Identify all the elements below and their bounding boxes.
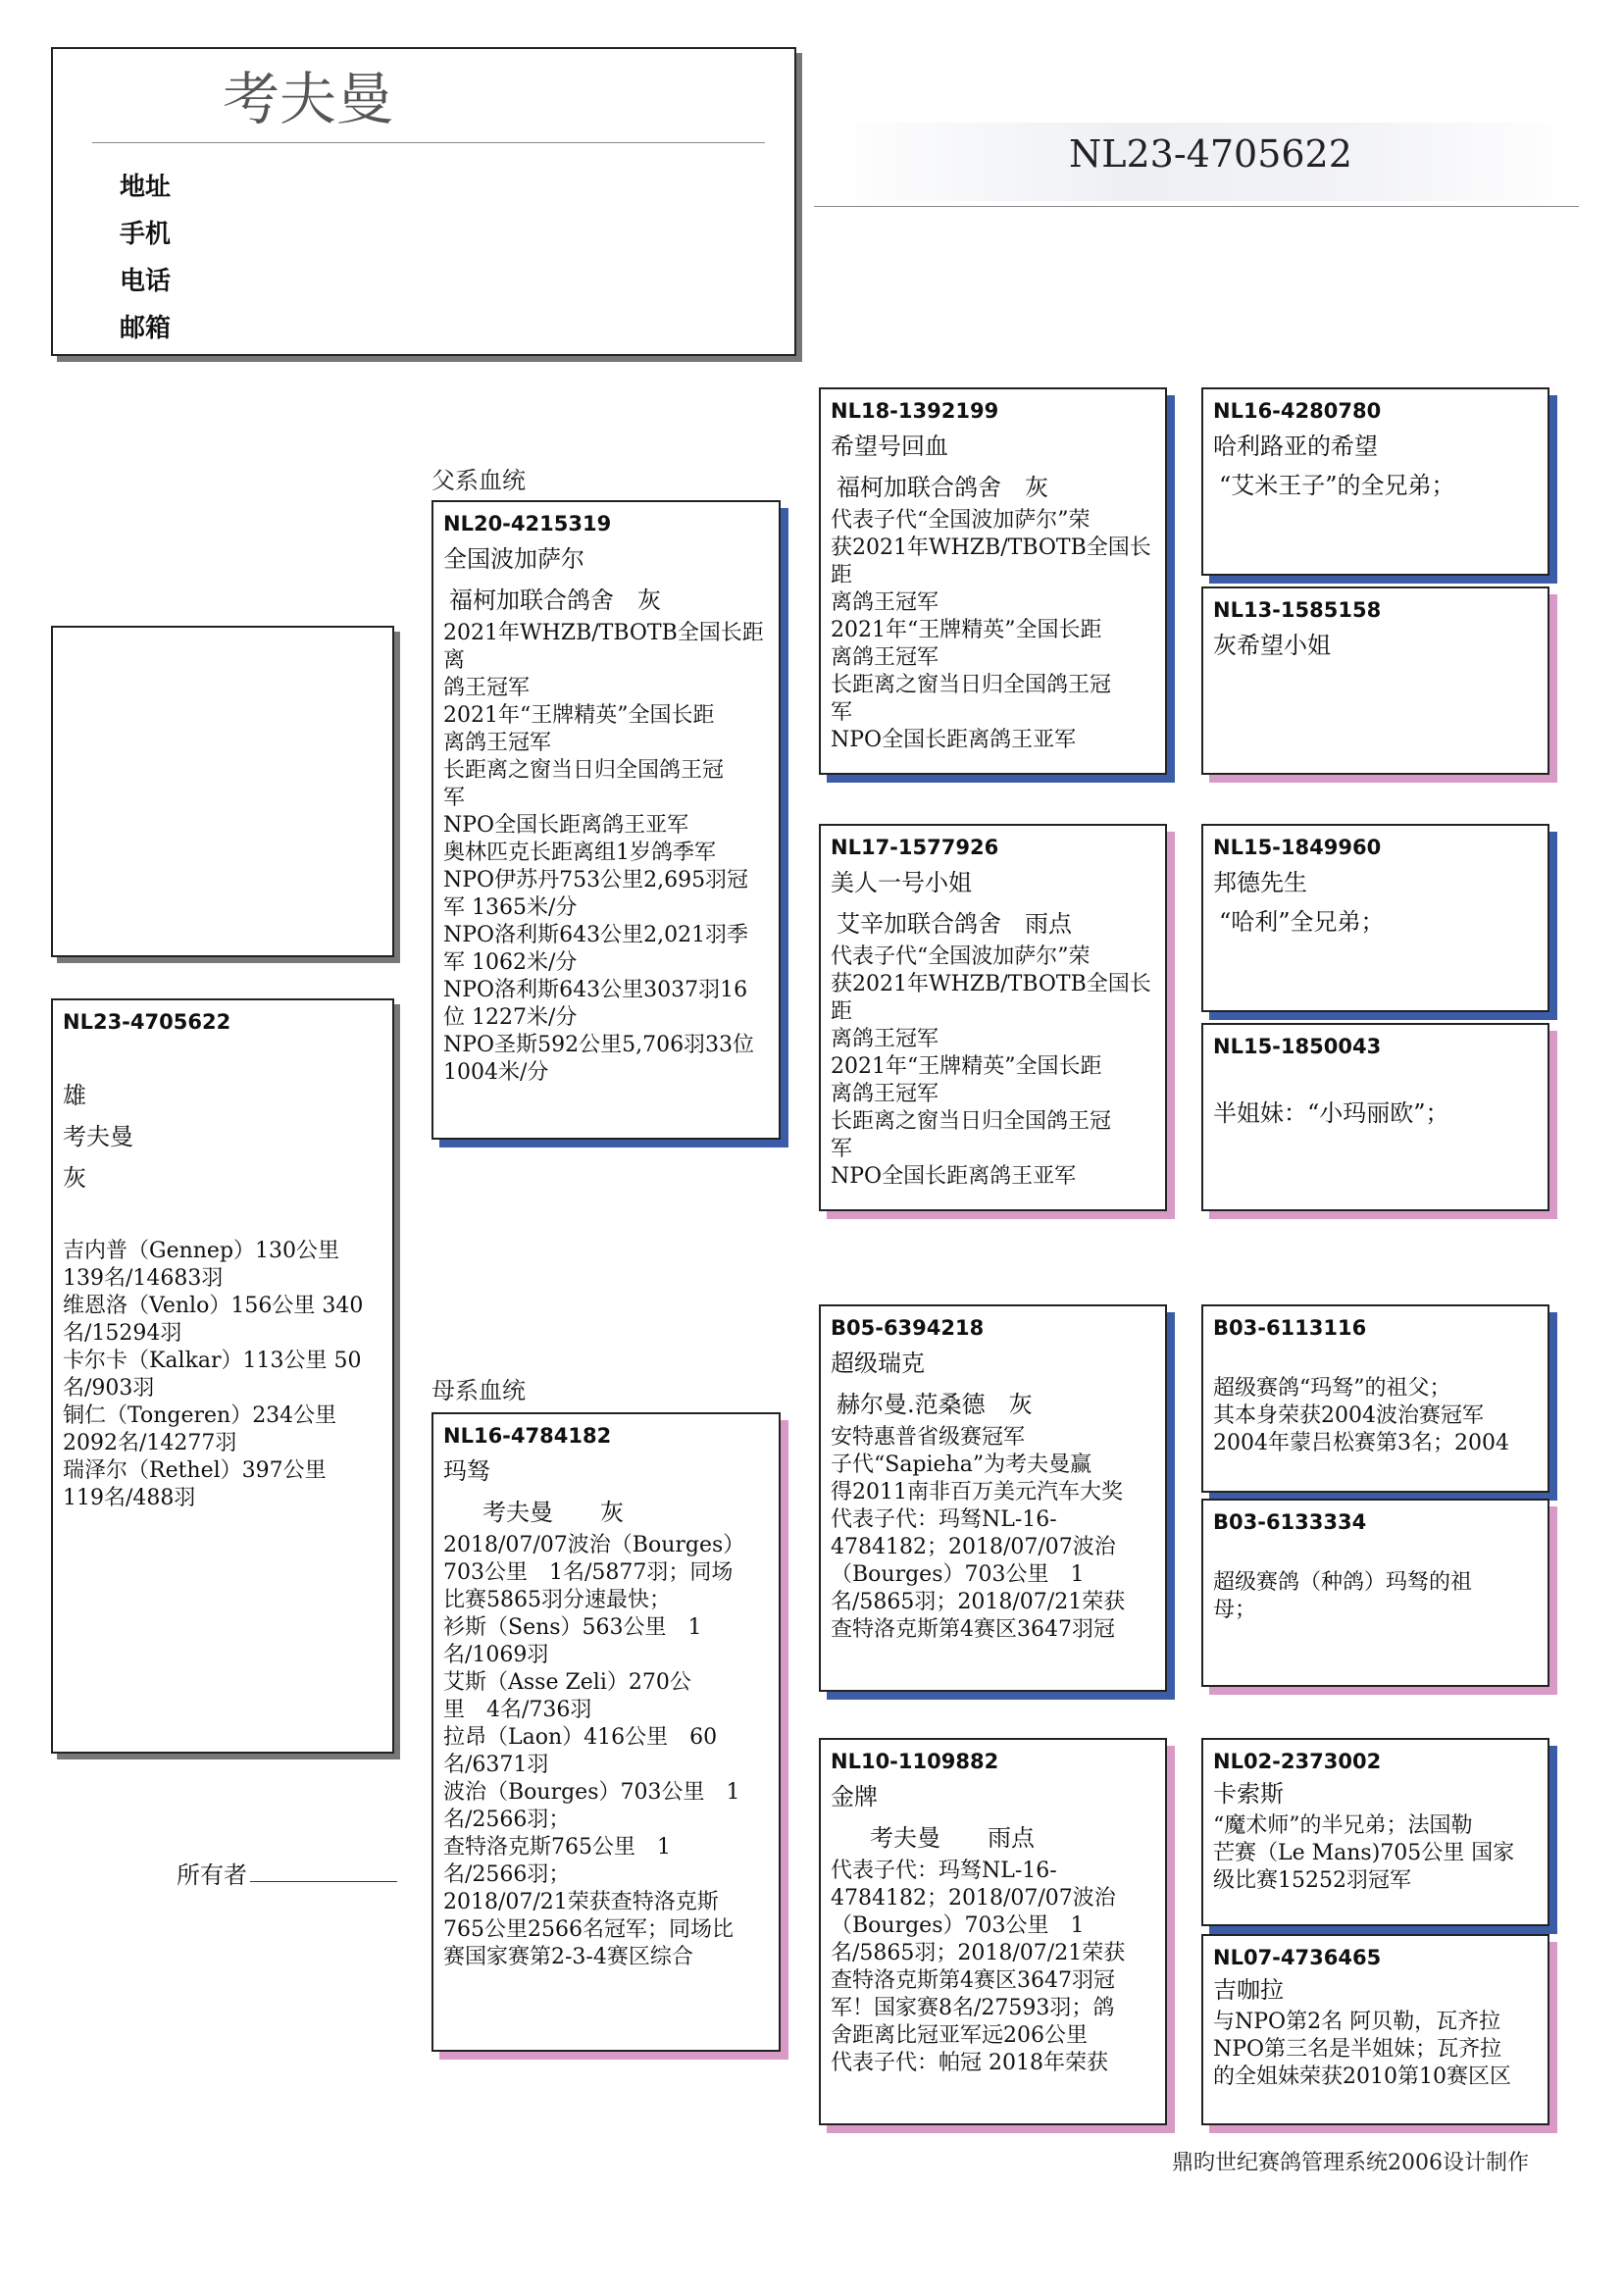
header-box xyxy=(51,47,796,356)
sd-ring: NL17-1577926 xyxy=(831,836,999,859)
note-line: 代表子代：帕冠 2018年荣获 xyxy=(831,2051,1108,2075)
note-line: 查特洛克斯第4赛区3647羽冠 xyxy=(831,1617,1115,1642)
result-line: 名/903羽 xyxy=(63,1376,155,1401)
note-line: 名/2566羽； xyxy=(443,1808,571,1832)
note-line: 2018/07/21荣获查特洛克斯 xyxy=(443,1890,719,1914)
note-line: 里 4名/736羽 xyxy=(443,1698,592,1722)
note-line: 与NPO第2名 阿贝勒，瓦齐拉 xyxy=(1213,2010,1501,2034)
result-line: 铜仁（Tongeren）234公里 xyxy=(63,1403,337,1428)
note-line: 名/2566羽； xyxy=(443,1862,571,1887)
note-line: 2021年“王牌精英”全国长距 xyxy=(831,618,1102,642)
note-line: 其本身荣获2004波治赛冠军 xyxy=(1213,1403,1484,1428)
note-line: 超级赛鸽（种鸽）玛驽的祖 xyxy=(1213,1570,1473,1595)
note-line: 名/6371羽 xyxy=(443,1753,549,1777)
note-line: NPO伊苏丹753公里2,695羽冠 xyxy=(443,868,749,892)
note-line: NPO全国长距离鸽王亚军 xyxy=(831,1164,1077,1189)
note-line: 765公里2566名冠军；同场比 xyxy=(443,1917,734,1942)
note-line: 衫斯（Sens）563公里 1 xyxy=(443,1615,702,1640)
note-line: 军 1062米/分 xyxy=(443,950,578,975)
sds-ring: NL15-1849960 xyxy=(1213,836,1382,859)
dsd-card xyxy=(1201,1499,1549,1687)
result-line: 139名/14683羽 xyxy=(63,1266,224,1291)
note-line: （Bourges）703公里 1 xyxy=(831,1913,1085,1938)
dam-name: 玛驽 xyxy=(443,1457,490,1485)
note-line: 军！国家赛8名/27593羽；鸽 xyxy=(831,1996,1115,2020)
dam-card xyxy=(431,1412,781,2052)
note-line: 4784182；2018/07/07波治 xyxy=(831,1535,1116,1559)
note-line: 军 1365米/分 xyxy=(443,895,578,920)
note-line: 2021年“王牌精英”全国长距 xyxy=(443,703,715,728)
note-line: 艾斯（Asse Zeli）270公 xyxy=(443,1670,691,1695)
ddd-notes xyxy=(1213,2009,1538,2091)
note-line: 离鸽王冠军 xyxy=(831,1082,939,1106)
note-line: 离鸽王冠军 xyxy=(443,731,552,755)
sss-note: “艾米王子”的全兄弟； xyxy=(1219,472,1455,499)
dss-notes xyxy=(1213,1375,1538,1457)
result-line: 119名/488羽 xyxy=(63,1486,196,1510)
ssd-card xyxy=(1201,586,1549,775)
note-line: 舍距离比冠亚军远206公里 xyxy=(831,2023,1088,2048)
note-line: 长距离之窗当日归全国鸽王冠 xyxy=(831,1109,1112,1134)
note-line: （Bourges）703公里 1 xyxy=(831,1562,1085,1587)
sd-notes xyxy=(831,943,1155,1191)
dds-name: 卡索斯 xyxy=(1213,1780,1284,1808)
note-line: 子代“Sapieha”为考夫曼赢 xyxy=(831,1453,1092,1477)
dsd-ring: B03-6133334 xyxy=(1213,1510,1367,1534)
sire-line-label: 父系血统 xyxy=(431,467,526,494)
note-line: NPO圣斯592公里5,706羽33位 xyxy=(443,1033,755,1057)
sire-ring: NL20-4215319 xyxy=(443,512,612,535)
sdd-note: 半姐妹：“小玛丽欧”； xyxy=(1213,1099,1449,1127)
note-line: 拉昂（Laon）416公里 60 xyxy=(443,1725,718,1750)
sire-dam-card xyxy=(819,824,1167,1211)
ds-ring: B05-6394218 xyxy=(831,1316,985,1340)
phone-label: 电话 xyxy=(120,267,172,296)
result-line: 2092名/14277羽 xyxy=(63,1431,237,1455)
note-line: 查特洛克斯765公里 1 xyxy=(443,1835,671,1860)
note-line: NPO第三名是半姐妹；瓦齐拉 xyxy=(1213,2037,1502,2062)
note-line: 获2021年WHZB/TBOTB全国长距 xyxy=(831,972,1151,1024)
note-line: 2021年WHZB/TBOTB全国长距离 xyxy=(443,621,764,673)
note-line: 长距离之窗当日归全国鸽王冠 xyxy=(831,673,1112,697)
note-line: NPO洛利斯643公里3037羽16 xyxy=(443,978,748,1002)
dd-ring: NL10-1109882 xyxy=(831,1750,999,1773)
note-line: 超级赛鸽“玛驽”的祖父； xyxy=(1213,1376,1451,1401)
note-line: 离鸽王冠军 xyxy=(831,590,939,615)
sss-card xyxy=(1201,387,1549,576)
note-line: 奥林匹克长距离组1岁鸽季军 xyxy=(443,841,716,865)
dds-ring: NL02-2373002 xyxy=(1213,1750,1382,1773)
note-line: 查特洛克斯第4赛区3647羽冠 xyxy=(831,1968,1115,1993)
sire-card xyxy=(431,500,781,1140)
dam-dam-card xyxy=(819,1738,1167,2125)
ss-notes xyxy=(831,507,1155,754)
ss-ring: NL18-1392199 xyxy=(831,399,999,423)
dds-notes xyxy=(1213,1812,1538,1895)
dam-sire-card xyxy=(819,1304,1167,1692)
dss-ring: B03-6113116 xyxy=(1213,1316,1367,1340)
note-line: 获2021年WHZB/TBOTB全国长距 xyxy=(831,535,1151,587)
sire-notes xyxy=(443,620,769,1087)
sire-name: 全国波加萨尔 xyxy=(443,545,584,573)
note-line: 长距离之窗当日归全国鸽王冠 xyxy=(443,758,725,783)
sd-name: 美人一号小姐 xyxy=(831,869,972,896)
mobile-label: 手机 xyxy=(120,220,172,249)
owner-line xyxy=(250,1881,397,1882)
note-line: 级比赛15252羽冠军 xyxy=(1213,1868,1411,1893)
note-line: 芒赛（Le Mans)705公里 国家 xyxy=(1213,1841,1515,1865)
note-line: 名/5865羽；2018/07/21荣获 xyxy=(831,1590,1126,1614)
note-line: 军 xyxy=(831,1137,853,1161)
sd-breeder: 艾辛加联合鸽舍 雨点 xyxy=(837,910,1072,938)
sire-sire-card xyxy=(819,387,1167,775)
note-line: 军 xyxy=(831,700,853,725)
note-line: 代表子代：玛驽NL-16- xyxy=(831,1507,1057,1532)
dd-breeder: 考夫曼 雨点 xyxy=(870,1824,1035,1852)
note-line: 2018/07/07波治（Bourges） xyxy=(443,1533,745,1557)
note-line: 鸽王冠军 xyxy=(443,676,531,700)
dam-notes xyxy=(443,1532,769,1971)
dd-name: 金牌 xyxy=(831,1783,878,1810)
subject-color: 灰 xyxy=(63,1164,86,1192)
note-line: 比赛5865羽分速最快； xyxy=(443,1588,671,1612)
ddd-name: 吉咖拉 xyxy=(1213,1976,1284,2004)
note-line: NPO全国长距离鸽王亚军 xyxy=(831,728,1077,752)
footer-credit: 鼎昀世纪赛鸽管理系统2006设计制作 xyxy=(1172,2151,1529,2175)
dam-ring: NL16-4784182 xyxy=(443,1424,612,1448)
address-label: 地址 xyxy=(120,173,172,202)
result-line: 瑞泽尔（Rethel）397公里 xyxy=(63,1458,327,1483)
dds-card xyxy=(1201,1738,1549,1926)
sdd-card xyxy=(1201,1023,1549,1211)
note-line: 位 1227米/分 xyxy=(443,1005,578,1030)
dam-breeder: 考夫曼 灰 xyxy=(482,1499,624,1526)
ds-name: 超级瑞克 xyxy=(831,1350,925,1377)
dss-card xyxy=(1201,1304,1549,1493)
note-line: 代表子代“全国波加萨尔”荣 xyxy=(831,508,1091,533)
subject-sex: 雄 xyxy=(63,1082,86,1109)
dsd-notes xyxy=(1213,1569,1538,1624)
sdd-ring: NL15-1850043 xyxy=(1213,1035,1382,1058)
result-line: 维恩洛（Venlo）156公里 340 xyxy=(63,1294,364,1318)
result-line: 卡尔卡（Kalkar）113公里 50 xyxy=(63,1349,362,1373)
note-line: 的全姐妹荣获2010第10赛区区 xyxy=(1213,2065,1511,2089)
header-ring-number: NL23-4705622 xyxy=(1069,132,1352,176)
result-line: 吉内普（Gennep）130公里 xyxy=(63,1239,340,1263)
note-line: 赛国家赛第2-3-4赛区综合 xyxy=(443,1945,693,1969)
sds-card xyxy=(1201,824,1549,1012)
note-line: 离鸽王冠军 xyxy=(831,645,939,670)
note-line: 安特惠普省级赛冠军 xyxy=(831,1425,1026,1450)
note-line: 代表子代：玛驽NL-16- xyxy=(831,1859,1057,1883)
ds-notes xyxy=(831,1424,1155,1644)
email-label: 邮箱 xyxy=(120,314,172,343)
sss-ring: NL16-4280780 xyxy=(1213,399,1382,423)
note-line: 2021年“王牌精英”全国长距 xyxy=(831,1054,1102,1079)
note-line: 4784182；2018/07/07波治 xyxy=(831,1886,1116,1911)
note-line: 得2011南非百万美元汽车大奖 xyxy=(831,1480,1123,1504)
sds-name: 邦德先生 xyxy=(1213,869,1307,896)
note-line: 2004年蒙吕松赛第3名；2004 xyxy=(1213,1431,1509,1455)
ss-breeder: 福柯加联合鸽舍 灰 xyxy=(837,474,1048,501)
photo-box xyxy=(51,626,394,957)
note-line: “魔术师”的半兄弟；法国勒 xyxy=(1213,1813,1473,1838)
loft-title: 考夫曼 xyxy=(222,66,393,132)
ds-breeder: 赫尔曼.范桑德 灰 xyxy=(837,1391,1033,1418)
note-line: 703公里 1名/5877羽；同场 xyxy=(443,1560,734,1585)
subject-name: 考夫曼 xyxy=(63,1123,133,1150)
sire-breeder: 福柯加联合鸽舍 灰 xyxy=(449,586,661,614)
dam-line-label: 母系血统 xyxy=(431,1377,526,1404)
note-line: 1004米/分 xyxy=(443,1060,549,1085)
note-line: 名/5865羽；2018/07/21荣获 xyxy=(831,1941,1126,1965)
note-line: 名/1069羽 xyxy=(443,1643,549,1667)
subject-results xyxy=(63,1238,382,1512)
ss-name: 希望号回血 xyxy=(831,433,948,460)
note-line: 军 xyxy=(443,786,466,810)
title-rule xyxy=(92,142,765,143)
subject-ring: NL23-4705622 xyxy=(63,1010,231,1034)
note-line: 母； xyxy=(1213,1598,1257,1622)
sss-name: 哈利路亚的希望 xyxy=(1213,433,1378,460)
note-line: NPO洛利斯643公里2,021羽季 xyxy=(443,923,749,947)
note-line: 离鸽王冠军 xyxy=(831,1027,939,1051)
ddd-card xyxy=(1201,1934,1549,2125)
dd-notes xyxy=(831,1858,1155,2077)
ssd-name: 灰希望小姐 xyxy=(1213,632,1331,659)
note-line: NPO全国长距离鸽王亚军 xyxy=(443,813,689,838)
ddd-ring: NL07-4736465 xyxy=(1213,1946,1382,1969)
note-line: 波治（Bourges）703公里 1 xyxy=(443,1780,740,1805)
result-line: 名/15294羽 xyxy=(63,1321,182,1346)
owner-label: 所有者 xyxy=(177,1861,247,1889)
note-line: 代表子代“全国波加萨尔”荣 xyxy=(831,944,1091,969)
ssd-ring: NL13-1585158 xyxy=(1213,598,1382,622)
header-ring-rule xyxy=(814,206,1579,207)
subject-card xyxy=(51,998,394,1754)
sds-note: “哈利”全兄弟； xyxy=(1219,908,1385,936)
